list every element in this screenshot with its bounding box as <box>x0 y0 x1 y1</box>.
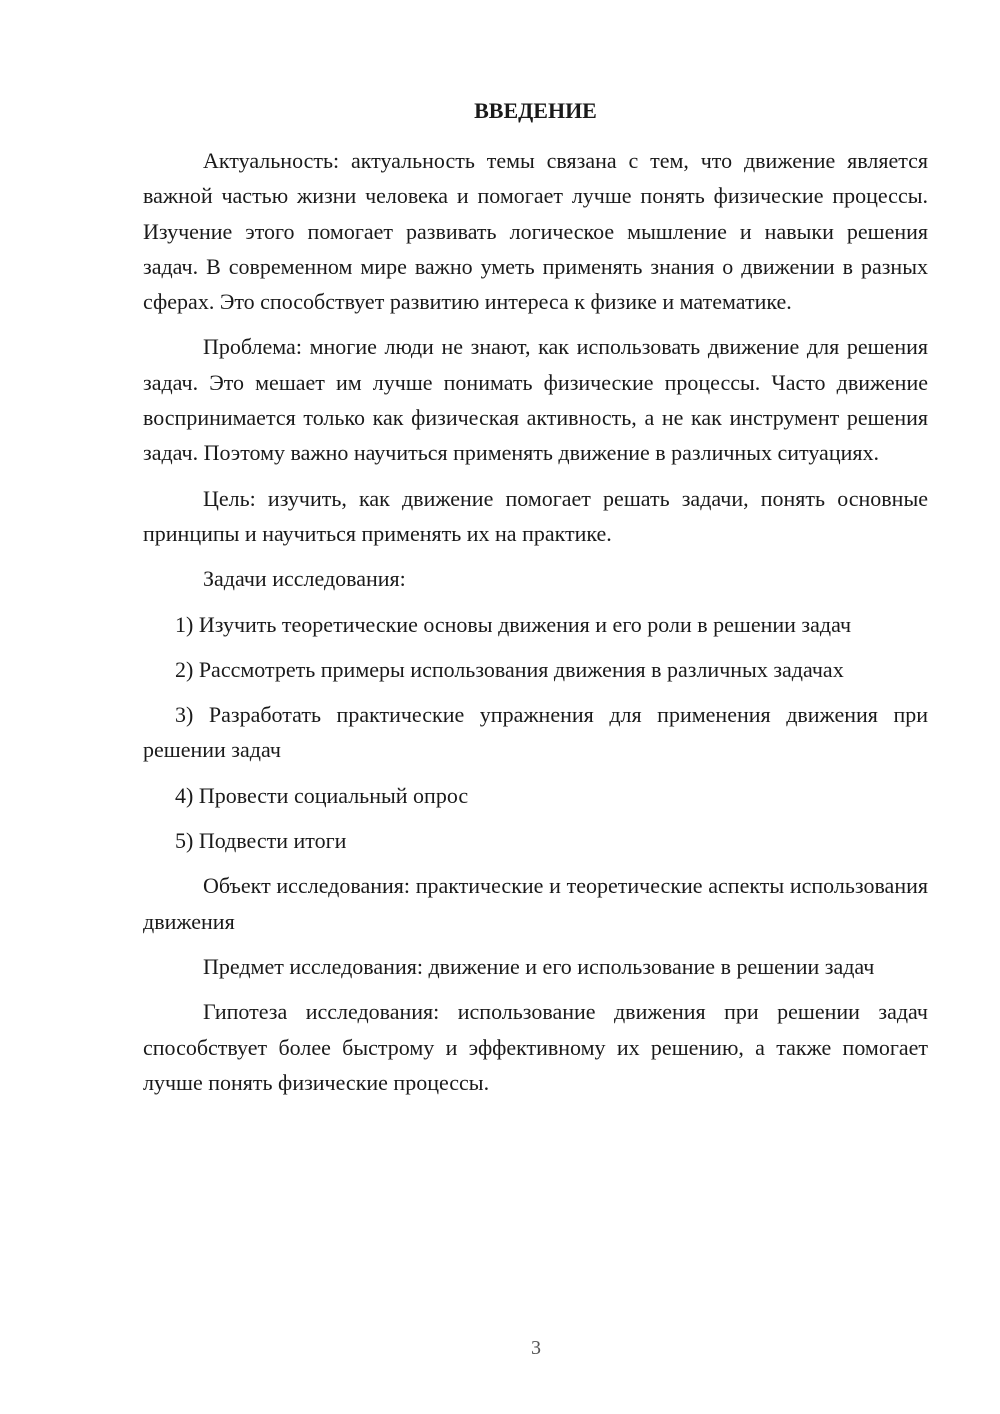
tasks-list <box>143 607 928 859</box>
page-title: ВВЕДЕНИЕ <box>474 98 597 123</box>
page-number: 3 <box>531 1337 541 1359</box>
object-paragraph: Объект исследования: практические и теоретические аспекты использования движения <box>143 873 928 934</box>
task-item: 4) Провести социальный опрос <box>175 782 469 808</box>
goal-paragraph: Цель: изучить, как движение помогает решать задачи, понять основные принципы и научиться применять их на практике. <box>143 485 928 546</box>
problem-paragraph: Проблема: многие люди не знают, как использовать движение для решения задач. Это мешает им лучше понимать физические процессы. Часто движение воспринимается только как физическая активность, а не как инструмент решения задач. Поэтому важно научиться применять движение в различных ситуациях. <box>143 334 928 466</box>
task-item: 1) Изучить теоретические основы движения и его роли в решении задач <box>175 611 852 637</box>
hypothesis-paragraph: Гипотеза исследования: использование движения при решении задач способствует более быстрому и эффективному их решению, а также помогает лучше понять физические процессы. <box>143 999 928 1095</box>
task-item: 3) Разработать практические упражнения для применения движения при решении задач <box>143 702 928 763</box>
relevance-paragraph: Актуальность: актуальность темы связана с тем, что движение является важной частью жизни человека и помогает лучше понять физические процессы. Изучение этого помогает развивать логическое мышление и навыки решения задач. В современном мире важно уметь применять знания о движении в разных сферах. Это способствует развитию интереса к физике и математике. <box>143 148 928 315</box>
page-body <box>143 143 928 1110</box>
task-item: 5) Подвести итоги <box>175 828 347 854</box>
tasks-heading: Задачи исследования: <box>203 566 406 592</box>
subject-paragraph: Предмет исследования: движение и его использование в решении задач <box>203 953 875 979</box>
task-item: 2) Рассмотреть примеры использования движения в различных задачах <box>175 656 844 682</box>
